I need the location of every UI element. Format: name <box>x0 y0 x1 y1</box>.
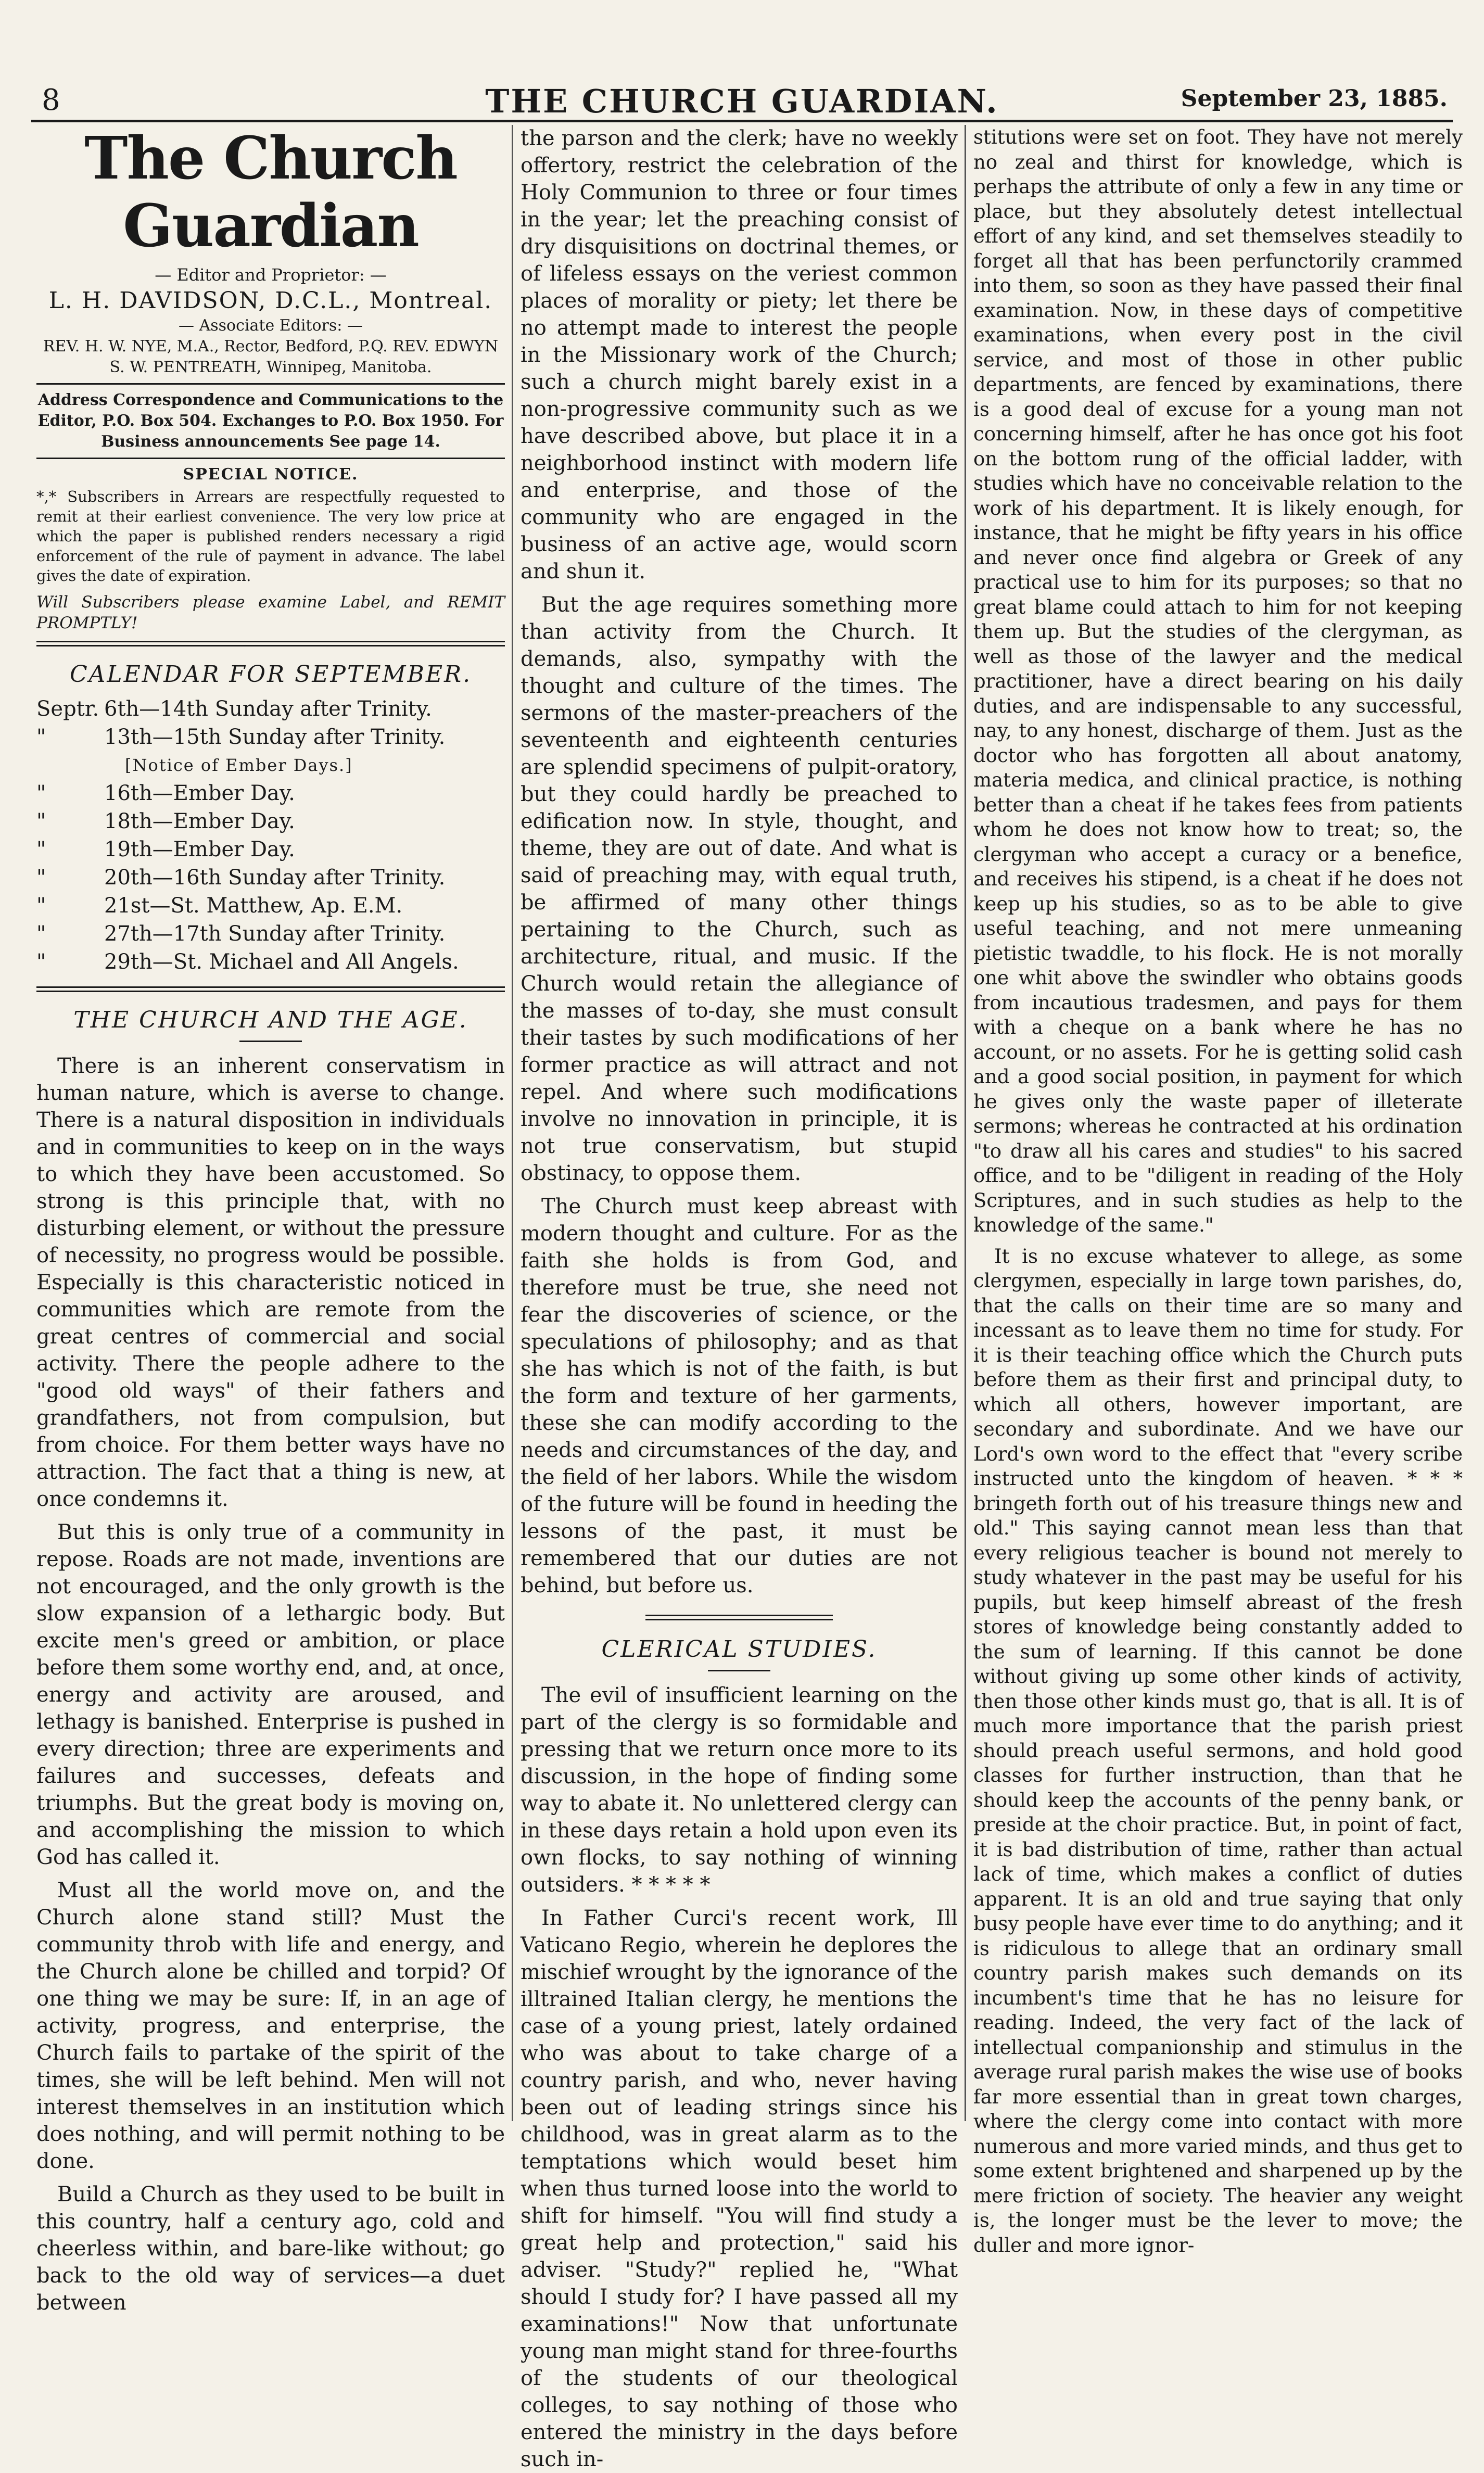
double-rule <box>36 641 505 646</box>
calendar-row <box>36 779 505 807</box>
calendar-entry: 29th—St. Michael and All Angels. <box>104 950 459 974</box>
calendar-row <box>36 807 505 835</box>
short-rule <box>239 1041 302 1042</box>
column-rule <box>965 125 966 2121</box>
article-paragraph: Must all the world move on, and the Church alone stand still? Must the community throb with life and energy, and the Church alone be chilled and torpid? Of one thing we may be sure: If, in an age of activity, progress, and enterprise, the Church fails to partake of the spirit of the times, she will be left behind. Men will not interest themselves in an institution which does nothing, and will permit nothing to be done. <box>36 1879 505 2173</box>
notice-text: *,* Subscribers in Arrears are respectfully requested to remit at their earliest convenience. The very low price at which the paper is published renders necessary a rigid enforcement of the rule of payment in advance. The label gives the date of expiration. <box>36 488 505 585</box>
running-head <box>31 78 1453 122</box>
calendar-month: " <box>36 838 46 861</box>
calendar-month: " <box>36 922 46 946</box>
calendar-entry: 18th—Ember Day. <box>104 809 295 833</box>
calendar-heading: CALENDAR FOR SEPTEMBER. <box>69 661 472 688</box>
article-paragraph: The Church must keep abreast with modern thought and culture. For as the faith she holds is from God, and therefore must be true, she need not fear the discoveries of science, or the speculations of philosophy; and as that she has which is not of the faith, is but the form and texture of her garments, these she can modify according to the needs and circumstances of the day, and the field of her labors. While the wisdom of the future will be found in heeding the lessons of the past, it must be remembered that our duties are not behind, but before us. <box>521 1195 958 1597</box>
calendar-row <box>36 835 505 864</box>
article-heading: CLERICAL STUDIES. <box>601 1636 877 1663</box>
issue-date: September 23, 1885. <box>1181 85 1448 112</box>
editor-name: L. H. DAVIDSON, D.C.L., Montreal. <box>48 287 493 314</box>
associate-editors: REV. H. W. NYE, M.A., Rector, Bedford, P.Q. REV. EDWYN S. W. PENTREATH, Winnipeg, Manitoba. <box>43 337 499 376</box>
address-notice: Address Correspondence and Communications to the Editor, P.O. Box 504. Exchanges to P.O. Box 1950. For Business announcements See page 14. <box>37 391 504 451</box>
calendar-note: [Notice of Ember Days.] <box>125 755 353 775</box>
calendar-month: " <box>36 894 46 918</box>
notice-remind: Will Subscribers please examine Label, and REMIT PROMPTLY! <box>36 593 505 632</box>
article-paragraph: But the age requires something more than activity from the Church. It demands, also, sympathy with the thought and culture of the times. The sermons of the master-preachers of the seventeenth and eighteenth centuries are splendid specimens of pulpit-oratory, but they could hardly be preached to edification now. In style, thought, and theme, they are out of date. And what is said of preaching may, with equal truth, be affirmed of many other things pertaining to the Church, such as architecture, ritual, and music. If the Church would retain the allegiance of the masses of to-day, she must consult their tastes by such modifications of her former practice as will attract and not repel. And where such modifications involve no innovation in principle, it is not true conservatism, but stupid obstinacy, to oppose them. <box>521 593 958 1185</box>
calendar-row <box>36 695 505 723</box>
calendar-entry: 19th—Ember Day. <box>104 838 295 861</box>
article-paragraph: But this is only true of a community in repose. Roads are not made, inventions are not encouraged, and the only growth is the slow expansion of a lethargic body. But excite men's greed or ambition, or place before them some worthy end, and, at once, energy and activity are aroused, and lethagy is banished. Enterprise is pushed in every direction; three are experiments and failures and successes, defeats and triumphs. But the great body is moving on, and accomplishing the mission to which God has called it. <box>36 1520 505 1869</box>
calendar-row <box>36 751 505 779</box>
notice-heading: SPECIAL NOTICE. <box>183 465 359 484</box>
article-paragraph: the parson and the clerk; have no weekly offertory, restrict the celebration of the Holy Communion to three or four times in the year; let the preaching consist of dry disquisitions on doctrinal themes, or of lifeless essays on the veriest common places of morality or piety; let there be no attempt made to interest the people in the Missionary work of the Church; such a church might barely exist in a non-progressive community such as we have described above, but place it in a neighborhood instinct with modern life and enterprise, and those of the community who are engaged in the business of an active age, would scorn and shun it. <box>521 126 958 584</box>
calendar-month: Septr. <box>36 697 99 721</box>
calendar-entry: 16th—Ember Day. <box>104 781 295 805</box>
calendar-row <box>36 892 505 920</box>
article-paragraph: In Father Curci's recent work, Ill Vaticano Regio, wherein he deplores the mischief wrought by the ignorance of the illtrained Italian clergy, he mentions the case of a young priest, lately ordained who was about to take charge of a country parish, and who, never having been out of leading strings since his childhood, was in great alarm as to the temptations which would beset him when thus turned loose into the world to shift for himself. "You will find study a great help and protection," said his adviser. "Study?" replied he, "What should I study for? I have passed all my examinations!" Now that unfortunate young man might stand for three-fourths of the students of our theological colleges, to say nothing of those who entered the ministry in the days before such in- <box>521 1906 958 2471</box>
column-3 <box>973 125 1463 2256</box>
calendar-month: " <box>36 809 46 833</box>
article-paragraph: The evil of insufficient learning on the part of the clergy is so formidable and pressing that we return once more to its discussion, in the hope of finding some way to abate it. No unlettered clergy can in these days retain a hold upon even its own flocks, to say nothing of winning outsiders. * * * * * <box>521 1683 958 1897</box>
calendar-entry: 21st—St. Matthew, Ap. E.M. <box>104 894 403 918</box>
column-rule <box>512 125 513 2121</box>
double-rule <box>645 1615 833 1620</box>
article-paragraph: It is no excuse whatever to allege, as some clergymen, especially in large town parishes, do, that the calls on their time are so many and incessant as to leave them no time for study. For it is their teaching office which the Church puts before them as their first and principal duty, to which all others, however important, are secondary and subordinate. And we have our Lord's own word to the effect that "every scribe instructed unto the kingdom of heaven. * * * bringeth forth out of his treasure things new and old." This saying cannot mean less than that every religious teacher is bound not merely to study whatever in the past may be useful for his pupils, but keep himself abreast of the fresh stores of knowledge being constantly added to the sum of learning. If this cannot be done without giving up some other kinds of activity, then those other kinds must go, that is all. It is of much more importance that the parish priest should preach useful sermons, and hold good classes for further instruction, than that he should keep the accounts of the penny bank, or preside at the choir practice. But, in point of fact, it is bad distribution of time, rather than actual lack of time, which makes a conflict of duties apparent. It is an old and true saying that only busy people have ever time to do anything; and it is ridiculous to allege that an ordinary small country parish makes such demands on its incumbent's time that he has no leisure for reading. Indeed, the very fact of the lack of intellectual companionship and stimulus in the average rural parish makes the wise use of books far more essential than in great town charges, where the clergy come into contact with more numerous and more varied minds, and thus get to some extent brightened and sharpened up by the mere friction of society. The heavier any weight is, the longer must be the lever to move; the duller and more ignor- <box>973 1245 1463 2256</box>
double-rule <box>36 986 505 992</box>
calendar-entry: 27th—17th Sunday after Trinity. <box>104 922 446 946</box>
divider <box>36 383 505 385</box>
short-rule <box>708 1670 770 1671</box>
calendar-entry: 6th—14th Sunday after Trinity. <box>104 697 432 721</box>
article-paragraph: There is an inherent conservatism in human nature, which is averse to change. There is a natural disposition in individuals and in communities to keep on in the ways to which they have been accustomed. So strong is this principle that, with no disturbing element, or without the pressure of necessity, no progress would be possible. Especially is this characteristic noticed in communities which are remote from the great centres of commercial and social activity. There the people adhere to the "good old ways" of their fathers and grandfathers, not from compulsion, but from choice. For them better ways have no attraction. The fact that a thing is new, at once condemns it. <box>36 1054 505 1511</box>
article-heading: THE CHURCH AND THE AGE. <box>73 1007 468 1033</box>
calendar-entry: 13th—15th Sunday after Trinity. <box>104 725 446 749</box>
calendar-entry: 20th—16th Sunday after Trinity. <box>104 866 446 890</box>
calendar-month: " <box>36 950 46 974</box>
column-2 <box>521 125 958 2471</box>
article-paragraph: stitutions were set on foot. They have not merely no zeal and thirst for knowledge, which is perhaps the attribute of only a few in any time or place, but they absolutely detest intellectual effort of any kind, and set themselves steadily to forget all that has been perfunctorily crammed into them, so soon as they have passed their final examination. Now, in these days of competitive examinations, when every post in the civil service, and most of those in other public departments, are fenced by examinations, there is a good deal of excuse for a young man not concerning himself, after he has once got his foot on the bottom rung of the official ladder, with studies which have no conceivable relation to the work of his department. It is likely enough, for instance, that he might be fifty years in his office and never once find algebra or Greek of any practical use to him for its purposes; so that no great blame could attach to him for not keeping them up. But the studies of the clergyman, as well as those of the lawyer and the medical practitioner, have a direct bearing on his daily duties, and are indispensable to any successful, nay, to any honest, discharge of them. Just as the doctor who has forgotten all about anatomy, materia medica, and clinical practice, is nothing better than a cheat if he takes fees from patients whom he does not know how to treat; so, the clergyman who accept a curacy or a benefice, and receives his stipend, is a cheat if he does not keep up his studies, so as to be able to give useful teaching, and not mere unmeaning pietistic twaddle, to his flock. He is not morally one whit above the swindler who obtains goods from incautious tradesmen, and pays for them with a cheque on a bank where he has no account, or no assets. For he is getting solid cash and a good social position, in payment for which he gives only the waste paper of illeterate sermons; whereas he contracted at his ordination "to draw all his cares and studies" to his sacred office, and to be "diligent in reading of the Holy Scriptures, and in such studies as help to the knowledge of the same." <box>973 126 1463 1236</box>
calendar-row <box>36 920 505 948</box>
special-notice <box>36 465 505 633</box>
associate-label: — Associate Editors: — <box>179 316 363 335</box>
calendar-month: " <box>36 725 46 749</box>
calendar-row <box>36 723 505 751</box>
column-1 <box>36 124 505 2315</box>
calendar-month: " <box>36 866 46 890</box>
article-paragraph: Build a Church as they used to be built in this country, half a century ago, cold and cheerless within, and bare-like without; go back to the old way of services—a duet between <box>36 2183 505 2315</box>
divider <box>36 458 505 459</box>
running-title: THE CHURCH GUARDIAN. <box>485 82 999 120</box>
page-number: 8 <box>42 83 60 117</box>
editor-label: — Editor and Proprietor: — <box>155 265 387 285</box>
calendar-row <box>36 864 505 892</box>
calendar-row <box>36 948 505 976</box>
masthead-title: The Church Guardian <box>84 124 457 260</box>
calendar-month: " <box>36 781 46 805</box>
calendar-list <box>36 695 505 976</box>
